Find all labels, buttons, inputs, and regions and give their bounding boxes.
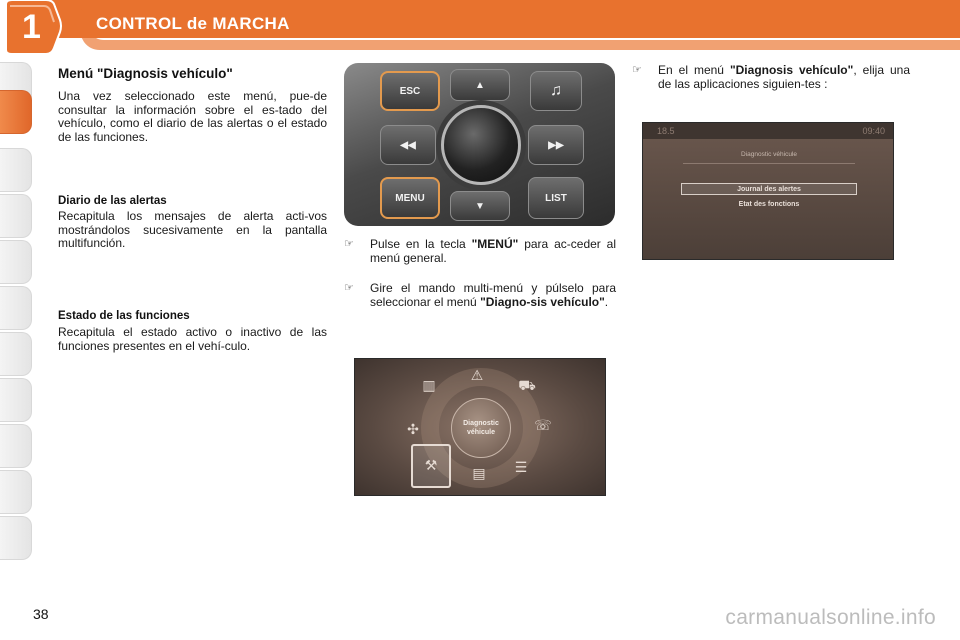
multifunction-knob [441,105,521,185]
car-icon: ⛟ [518,377,536,393]
status-left: 18.5 [657,126,675,136]
alert-log-paragraph: Recapitula los mensajes de alerta acti-vos mostrándolos sucesivamente en la pantalla multifunción. [58,209,327,251]
book-icon: ▥ [422,377,436,393]
sidebar-tab[interactable] [0,332,32,376]
diagnostic-menu-screen-image [642,122,894,260]
sidebar-tab[interactable] [0,470,32,514]
forward-button: ▶▶ [528,125,584,165]
sidebar-tab[interactable] [0,378,32,422]
sidebar-tab[interactable] [0,148,32,192]
page-title: CONTROL de MARCHA [96,14,290,33]
esc-button: ESC [380,71,440,111]
instruction-rotate-knob: ☞ Gire el mando multi-menú y púlselo para seleccionar el menú "Diagno-sis vehículo". [344,281,616,309]
subheading-function-status: Estado de las funciones [58,310,190,322]
sidebar-tab[interactable] [0,240,32,284]
screen-menu-title: Diagnostic véhicule [740,151,797,158]
page-number: 38 [33,606,49,622]
navigation-icon: ✣ [407,421,419,437]
screen-divider [683,163,855,164]
menu-wheel-screen-image [354,358,606,496]
list-button: LIST [528,177,584,219]
chapter-number: 1 [22,8,41,46]
subheading-alert-log: Diario de las alertas [58,195,167,207]
wheel-center-label: Diagnostic véhicule [451,398,511,458]
instruction-press-menu: ☞ Pulse en la tecla "MENÚ" para ac-ceder al menú general. [344,237,617,265]
hand-pointer-icon: ☞ [344,238,354,250]
section-heading: Menú "Diagnosis vehículo" [58,66,233,81]
sidebar-tab-active[interactable] [0,90,32,134]
chapter-sidebar [0,62,34,574]
sidebar-tab[interactable] [0,424,32,468]
music-button: ♫ [530,71,582,111]
tools-icon: ⚒ [424,457,438,473]
rewind-button: ◀◀ [380,125,436,165]
warning-icon: ⚠ [470,367,484,383]
sidebar-tab[interactable] [0,516,32,560]
up-button: ▲ [450,69,510,101]
intro-paragraph: Una vez seleccionado este menú, pue-de consultar la información sobre el es-tado del vehículo, como el diario de las alertas o el estado de las funciones. [58,89,327,144]
media-icon: ▤ [472,465,486,481]
menu-button: MENU [380,177,440,219]
hand-pointer-icon: ☞ [632,64,642,76]
screen-status-bar [643,123,894,139]
page-header [0,0,960,50]
watermark: carmanualsonline.info [725,606,936,629]
hand-pointer-icon: ☞ [344,282,354,294]
settings-icon: ☰ [514,459,528,475]
menu-item-function-status: Etat des fonctions [738,201,800,208]
sidebar-tab[interactable] [0,286,32,330]
status-right: 09:40 [862,126,885,136]
phone-icon: ☏ [534,417,552,433]
function-status-paragraph: Recapitula el estado activo o inactivo de las funciones presentes en el vehí-culo. [58,325,327,353]
down-button: ▼ [450,191,510,221]
menu-item-alert-log: Journal des alertes [681,183,857,195]
instruction-choose-application: ☞ En el menú "Diagnosis vehículo", elija una de las aplicaciones siguien-tes : [632,63,910,91]
control-panel-image [344,63,615,226]
sidebar-tab[interactable] [0,194,32,238]
